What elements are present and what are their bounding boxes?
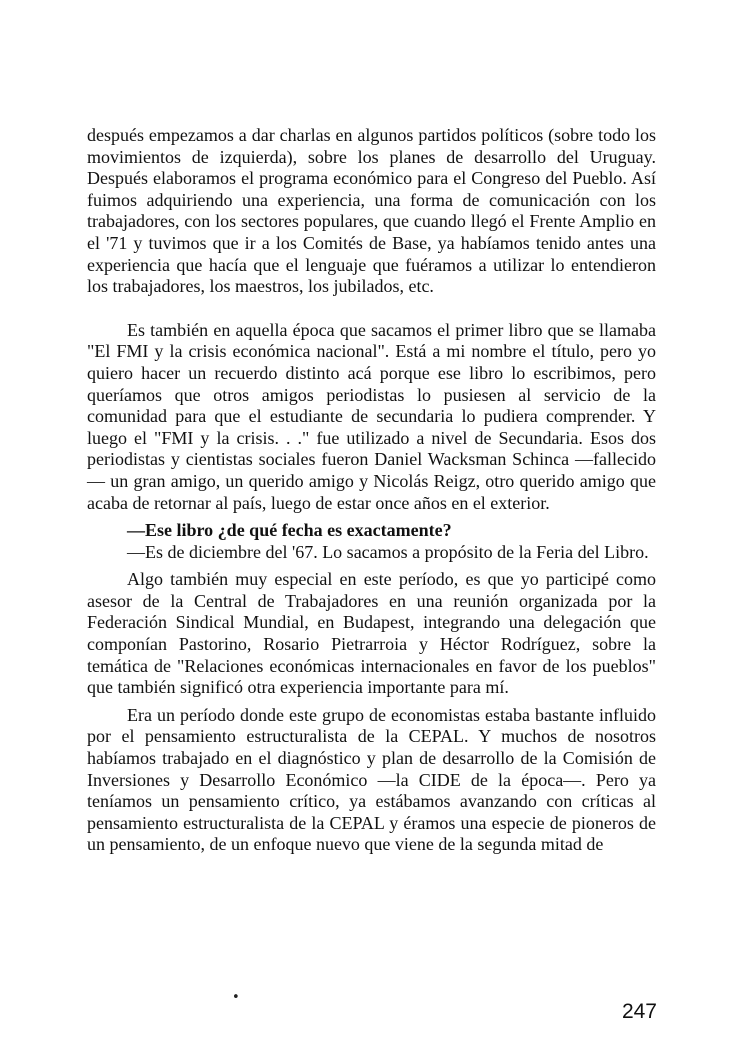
paragraph-continuation: después empezamos a dar charlas en algunos partidos políticos (sobre todo los movimientos de izquierda), sobre los planes de desarrollo del Uruguay. Después elaboramos el programa económico para el Congreso del Pueblo. Así fuimos adquiriendo una experiencia, una forma de comunicación con los trabajadores, con los sectores populares, que cuando llegó el Frente Amplio en el '71 y tuvimos que ir a los Comités de Base, ya habíamos tenido antes una experiencia que hacía que el lenguaje que fuéramos a utilizar lo entendieron los trabajadores, los maestros, los jubilados, etc. — [87, 125, 656, 297]
page-number: 247 — [621, 1000, 657, 1023]
paragraph-cepal: Era un período donde este grupo de economistas estaba bastante influido por el pensamiento estructuralista de la CEPAL. Y muchos de nosotros habíamos trabajado en el diagnóstico y plan de desarrollo de la Comisión de Inversiones y Desarrollo Económico —la CIDE de la época—. Pero ya teníamos un pensamiento crítico, ya estábamos avanzando con críticas al pensamiento estructuralista de la CEPAL y éramos una especie de pioneros de un pensamiento, de un enfoque nuevo que viene de la segunda mitad de — [87, 704, 656, 855]
paragraph-budapest: Algo también muy especial en este período, es que yo participé como asesor de la Central de Trabajadores en una reunión organizada por la Federación Sindical Mundial, en Budapest, integrando una delegación que componían Pastorino, Rosario Pietrarroia y Héctor Rodríguez, sobre la temática de "Relaciones económicas internacionales en favor de los pueblos" que también significó otra experiencia importante para mí. — [87, 569, 656, 698]
interview-answer: —Es de diciembre del '67. Lo sacamos a propósito de la Feria del Libro. — [127, 541, 649, 562]
paragraph-fmi-book: Es también en aquella época que sacamos el primer libro que se llamaba "El FMI y la crisis económica nacional". Está a mi nombre el título, pero yo quiero hacer un recuerdo distinto acá porque ese libro lo escribimos, pero queríamos que otros amigos periodistas lo pusiesen al servicio de la comunidad para que el estudiante de secundaria lo pudiera comprender. Y luego el "FMI y la crisis. . ." fue utilizado a nivel de Secundaria. Esos dos periodistas y cientistas sociales fueron Daniel Wacksman Schinca —fallecido— un gran amigo, un querido amigo y Nicolás Reigz, otro querido amigo que acaba de retornar al país, luego de estar once años en el exterior. — [87, 319, 656, 513]
interview-question: —Ese libro ¿de qué fecha es exactamente? — [127, 520, 452, 541]
bullet-mark: • — [232, 990, 240, 1005]
body-text — [87, 125, 656, 856]
